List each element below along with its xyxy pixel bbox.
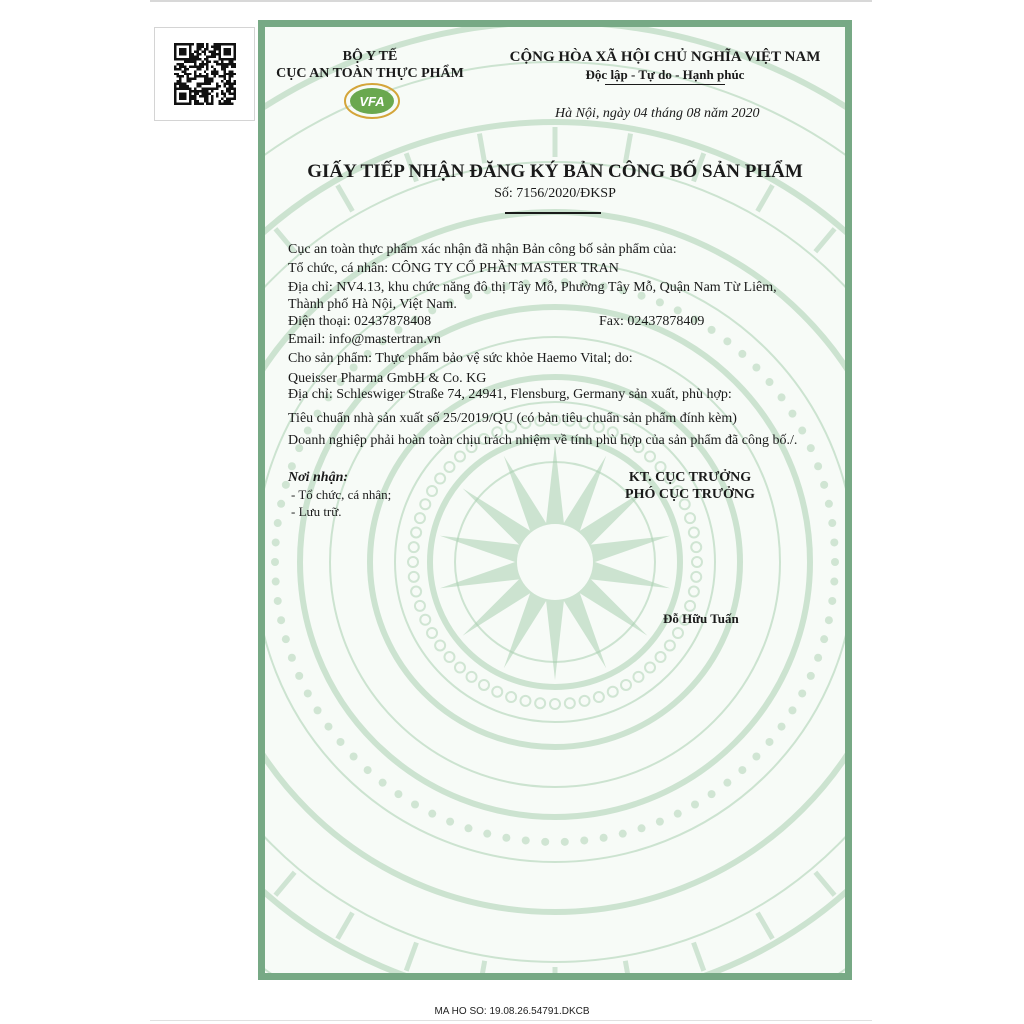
republic-name: CỘNG HÒA XÃ HỘI CHỦ NGHĨA VIỆT NAM [509,49,821,65]
standard-line: Tiêu chuẩn nhà sản xuất số 25/2019/QU (có bản tiêu chuẩn sản phẩm đính kèm) [288,411,737,426]
national-motto: Độc lập - Tự do - Hạnh phúc [585,67,745,82]
organization-line: Tổ chức, cá nhân: CÔNG TY CỔ PHẦN MASTER TRAN [288,261,619,276]
responsibility-line: Doanh nghiệp phải hoàn toàn chịu trách nhiệm về tính phù hợp của sản phẩm đã công bố./. [288,433,798,448]
address-line-2: Thành phố Hà Nội, Việt Nam. [288,297,457,312]
document-number: Số: 7156/2020/ĐKSP [494,186,616,201]
fax-line: Fax: 02437878409 [599,314,705,329]
recipients-title: Nơi nhận: [288,470,349,485]
logo-text: VFA [359,94,385,109]
recipient-item: - Tổ chức, cá nhân; [291,487,392,502]
recipient-item: - Lưu trữ. [291,504,342,519]
bottom-divider [150,1020,872,1021]
manufacturer-line: Queisser Pharma GmbH & Co. KG [288,371,487,386]
qr-code [154,27,255,121]
title-underline [505,212,601,214]
ministry-name: BỘ Y TẾ [342,49,398,64]
issue-date: Hà Nội, ngày 04 tháng 08 năm 2020 [555,106,760,121]
address-line: Địa chỉ: NV4.13, khu chức năng đô thị Tây Mỗ, Phường Tây Mỗ, Quận Nam Từ Liêm, [288,280,777,295]
top-divider [150,0,872,2]
motto-underline [605,84,725,85]
signature-role: PHÓ CỤC TRƯỞNG [625,487,755,502]
manufacturer-address-line: Địa chỉ: Schleswiger Straße 74, 24941, Flensburg, Germany sản xuất, phù hợp: [288,387,732,402]
signer-name: Đỗ Hữu Tuấn [663,611,739,626]
product-line: Cho sản phẩm: Thực phẩm bảo vệ sức khỏe Haemo Vital; do: [288,351,633,366]
vfa-logo [343,81,401,121]
dossier-code: MA HO SO: 19.08.26.54791.DKCB [434,1006,590,1017]
document-title: GIẤY TIẾP NHẬN ĐĂNG KÝ BẢN CÔNG BỐ SẢN PHẨM [307,161,803,182]
body-line: Cục an toàn thực phẩm xác nhận đã nhận Bản công bố sản phẩm của: [288,242,677,257]
phone-line: Điện thoại: 02437878408 [288,314,432,329]
certificate [258,20,852,980]
agency-name: CỤC AN TOÀN THỰC PHẨM [276,66,464,81]
signature-title: KT. CỤC TRƯỞNG [628,470,752,485]
qr-code-icon [174,43,236,105]
email-line: Email: info@mastertran.vn [288,332,441,347]
